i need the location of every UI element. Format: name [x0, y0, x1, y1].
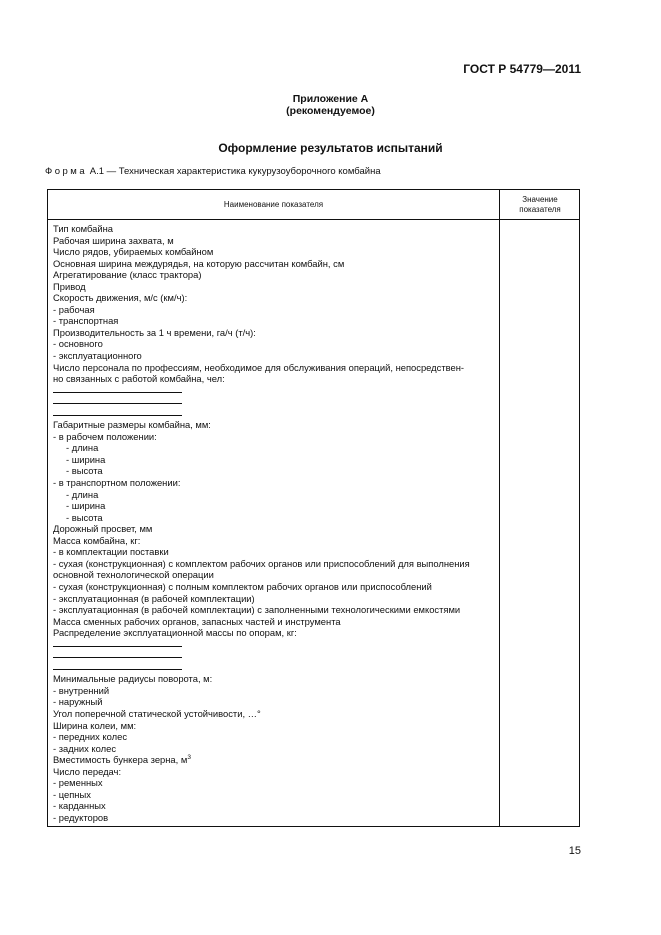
row-label: - карданных: [53, 800, 106, 812]
table-row: [53, 696, 497, 708]
row-label: Тип комбайна: [53, 223, 113, 234]
table-row: [53, 362, 497, 374]
annex-heading: [0, 93, 661, 117]
form-caption-text: А.1 — Техническая характеристика кукурузоуборочного комбайна: [89, 166, 381, 177]
row-label: Ширина колеи, мм:: [53, 719, 137, 731]
row-label: - ременных: [53, 777, 103, 789]
table-row: [53, 673, 497, 685]
table-row: [53, 419, 497, 431]
table-row: [53, 315, 497, 327]
table-row: [53, 800, 497, 812]
table-row: [53, 777, 497, 789]
table-row: [53, 442, 497, 454]
table-row: [53, 512, 497, 524]
table-row: [53, 327, 497, 339]
table-row: [53, 523, 497, 535]
row-label: Минимальные радиусы поворота, м:: [53, 673, 213, 685]
row-label: Угол поперечной статической устойчивости, …°: [53, 707, 261, 719]
row-label: - в рабочем положении:: [53, 430, 157, 442]
blank-entry-row: [53, 650, 497, 662]
row-label: - длина: [66, 442, 99, 454]
row-label: Привод: [53, 280, 86, 292]
table-row: [53, 477, 497, 489]
row-label: - наружный: [53, 696, 103, 708]
blank-entry-row: [53, 662, 497, 674]
column-divider: [499, 190, 500, 826]
table-row: [53, 604, 497, 616]
row-label: Число персонала по профессиям, необходимое для обслуживания операций, непосредствен-: [53, 361, 465, 373]
table-row: [53, 338, 497, 350]
row-label: Основная ширина междурядья, на которую рассчитан комбайн, см: [53, 257, 345, 269]
characteristics-table: [47, 189, 580, 827]
header-divider: [48, 219, 579, 220]
table-row: [53, 754, 497, 766]
section-title: Оформление результатов испытаний: [218, 141, 443, 155]
row-label: - высота: [66, 465, 103, 477]
row-label: - эксплуатационного: [53, 350, 142, 362]
form-word: Форма: [45, 166, 88, 177]
row-label: Масса комбайна, кг:: [53, 534, 141, 546]
row-label: но связанных с работой комбайна, чел:: [53, 373, 225, 385]
row-label: Производительность за 1 ч времени, га/ч (т/ч):: [53, 326, 256, 338]
row-label: Агрегатирование (класс трактора): [53, 269, 202, 281]
column-header-value: [500, 195, 580, 215]
table-row: [53, 223, 497, 235]
blank-entry-row: [53, 396, 497, 408]
table-row: [53, 720, 497, 732]
table-row: [53, 731, 497, 743]
standard-number: ГОСТ Р 54779—2011: [463, 62, 581, 76]
table-row: [53, 627, 497, 639]
table-row: [53, 812, 497, 824]
table-row: [53, 292, 497, 304]
row-label: - цепных: [53, 788, 91, 800]
row-label: Рабочая ширина захвата, м: [53, 234, 174, 246]
table-row: [53, 465, 497, 477]
table-row: [53, 350, 497, 362]
table-row: [53, 373, 497, 385]
table-row: [53, 569, 497, 581]
table-row: [53, 743, 497, 755]
table-row: [53, 789, 497, 801]
table-rows: [53, 223, 497, 823]
row-label: - ширина: [66, 453, 106, 465]
row-label: - редукторов: [53, 811, 109, 823]
row-label: - длина: [66, 488, 99, 500]
table-row: [53, 258, 497, 270]
table-row: [53, 766, 497, 778]
row-label: Дорожный просвет, мм: [53, 523, 153, 535]
row-label: Число рядов, убираемых комбайном: [53, 246, 214, 258]
blank-entry-row: [53, 408, 497, 420]
table-row: [53, 546, 497, 558]
table-row: [53, 535, 497, 547]
table-row: [53, 581, 497, 593]
table-row: [53, 685, 497, 697]
row-label: Вместимость бункера зерна, м: [53, 754, 188, 766]
table-row: [53, 246, 497, 258]
table-row: [53, 500, 497, 512]
form-caption: [45, 166, 381, 177]
table-row: [53, 593, 497, 605]
table-row: [53, 281, 497, 293]
row-superscript: 3: [187, 754, 191, 762]
blank-entry-row: [53, 385, 497, 397]
table-row: [53, 431, 497, 443]
column-header-value-line2: показателя: [519, 205, 561, 214]
row-label: - рабочая: [53, 303, 95, 315]
table-row: [53, 235, 497, 247]
row-label: - в комплектации поставки: [53, 546, 169, 558]
row-label: Габаритные размеры комбайна, мм:: [53, 419, 211, 431]
fill-in-line: [53, 669, 182, 670]
row-label: - ширина: [66, 500, 106, 512]
column-header-value-line1: Значение: [522, 195, 558, 204]
blank-entry-row: [53, 639, 497, 651]
row-label: Масса сменных рабочих органов, запасных частей и инструмента: [53, 615, 341, 627]
table-row: [53, 304, 497, 316]
row-label: Распределение эксплуатационной массы по опорам, кг:: [53, 627, 297, 639]
row-label: - высота: [66, 511, 103, 523]
fill-in-line: [53, 392, 182, 393]
row-label: - транспортная: [53, 315, 119, 327]
table-row: [53, 616, 497, 628]
row-label: основной технологической операции: [53, 569, 214, 581]
fill-in-line: [53, 646, 182, 647]
row-label: - передних колес: [53, 731, 128, 743]
row-label: - задних колес: [53, 742, 117, 754]
table-row: [53, 269, 497, 281]
table-row: [53, 489, 497, 501]
annex-status: (рекомендуемое): [286, 105, 375, 117]
table-row: [53, 454, 497, 466]
fill-in-line: [53, 403, 182, 404]
row-label: - эксплуатационная (в рабочей комплектации) с заполненными технологическими емкостями: [53, 604, 461, 616]
fill-in-line: [53, 657, 182, 658]
table-row: [53, 708, 497, 720]
row-label: - сухая (конструкционная) с полным комплектом рабочих органов или приспособлений: [53, 580, 432, 592]
row-label: Число передач:: [53, 765, 122, 777]
row-label: - внутренний: [53, 684, 110, 696]
row-label: - в транспортном положении:: [53, 477, 181, 489]
fill-in-line: [53, 415, 182, 416]
row-label: - основного: [53, 338, 103, 350]
annex-title: Приложение А: [292, 93, 369, 105]
column-header-name: Наименование показателя: [223, 200, 324, 209]
row-label: - сухая (конструкционная) с комплектом рабочих органов или приспособлений для выполнения: [53, 557, 470, 569]
row-label: - эксплуатационная (в рабочей комплектации): [53, 592, 255, 604]
page-number: 15: [568, 845, 581, 857]
row-label: Скорость движения, м/с (км/ч):: [53, 292, 188, 304]
table-row: [53, 558, 497, 570]
